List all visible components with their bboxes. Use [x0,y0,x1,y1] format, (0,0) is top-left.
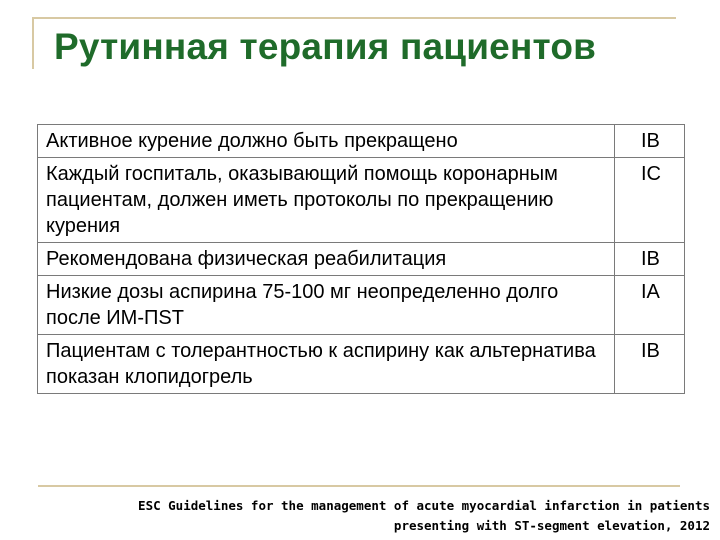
recommendation-text-content: Каждый госпиталь, оказывающий помощь коронарным пациентам, должен иметь протоколы по прекращению курения [46,163,558,237]
recommendations-table [37,124,685,394]
recommendation-text: Низкие дозы аспирина 75-100 мг неопределенно долго после ИМ-ПST [38,276,615,335]
left-decorative-rule [32,17,34,69]
top-decorative-rule [32,17,676,19]
citation-line-1: ESC Guidelines for the management of acute myocardial infarction in patients [138,498,710,513]
table-row [38,243,685,276]
recommendation-class: IB [615,243,685,276]
source-citation [70,496,710,536]
citation-line-2: presenting with ST-segment elevation, 2012 [393,518,710,533]
recommendation-text [38,158,615,243]
table-row [38,125,685,158]
table-row [38,158,685,243]
bottom-decorative-rule [38,485,680,487]
recommendation-class: IA [615,276,685,335]
slide-title: Рутинная терапия пациентов [54,26,597,67]
recommendation-class: IC [615,158,685,243]
recommendation-text: Пациентам с толерантностью к аспирину как альтернатива показан клопидогрель [38,335,615,394]
recommendation-class: IB [615,335,685,394]
table-row [38,276,685,335]
recommendation-text: Активное курение должно быть прекращено [38,125,615,158]
table-row [38,335,685,394]
recommendation-text: Рекомендована физическая реабилитация [38,243,615,276]
recommendation-class: IB [615,125,685,158]
